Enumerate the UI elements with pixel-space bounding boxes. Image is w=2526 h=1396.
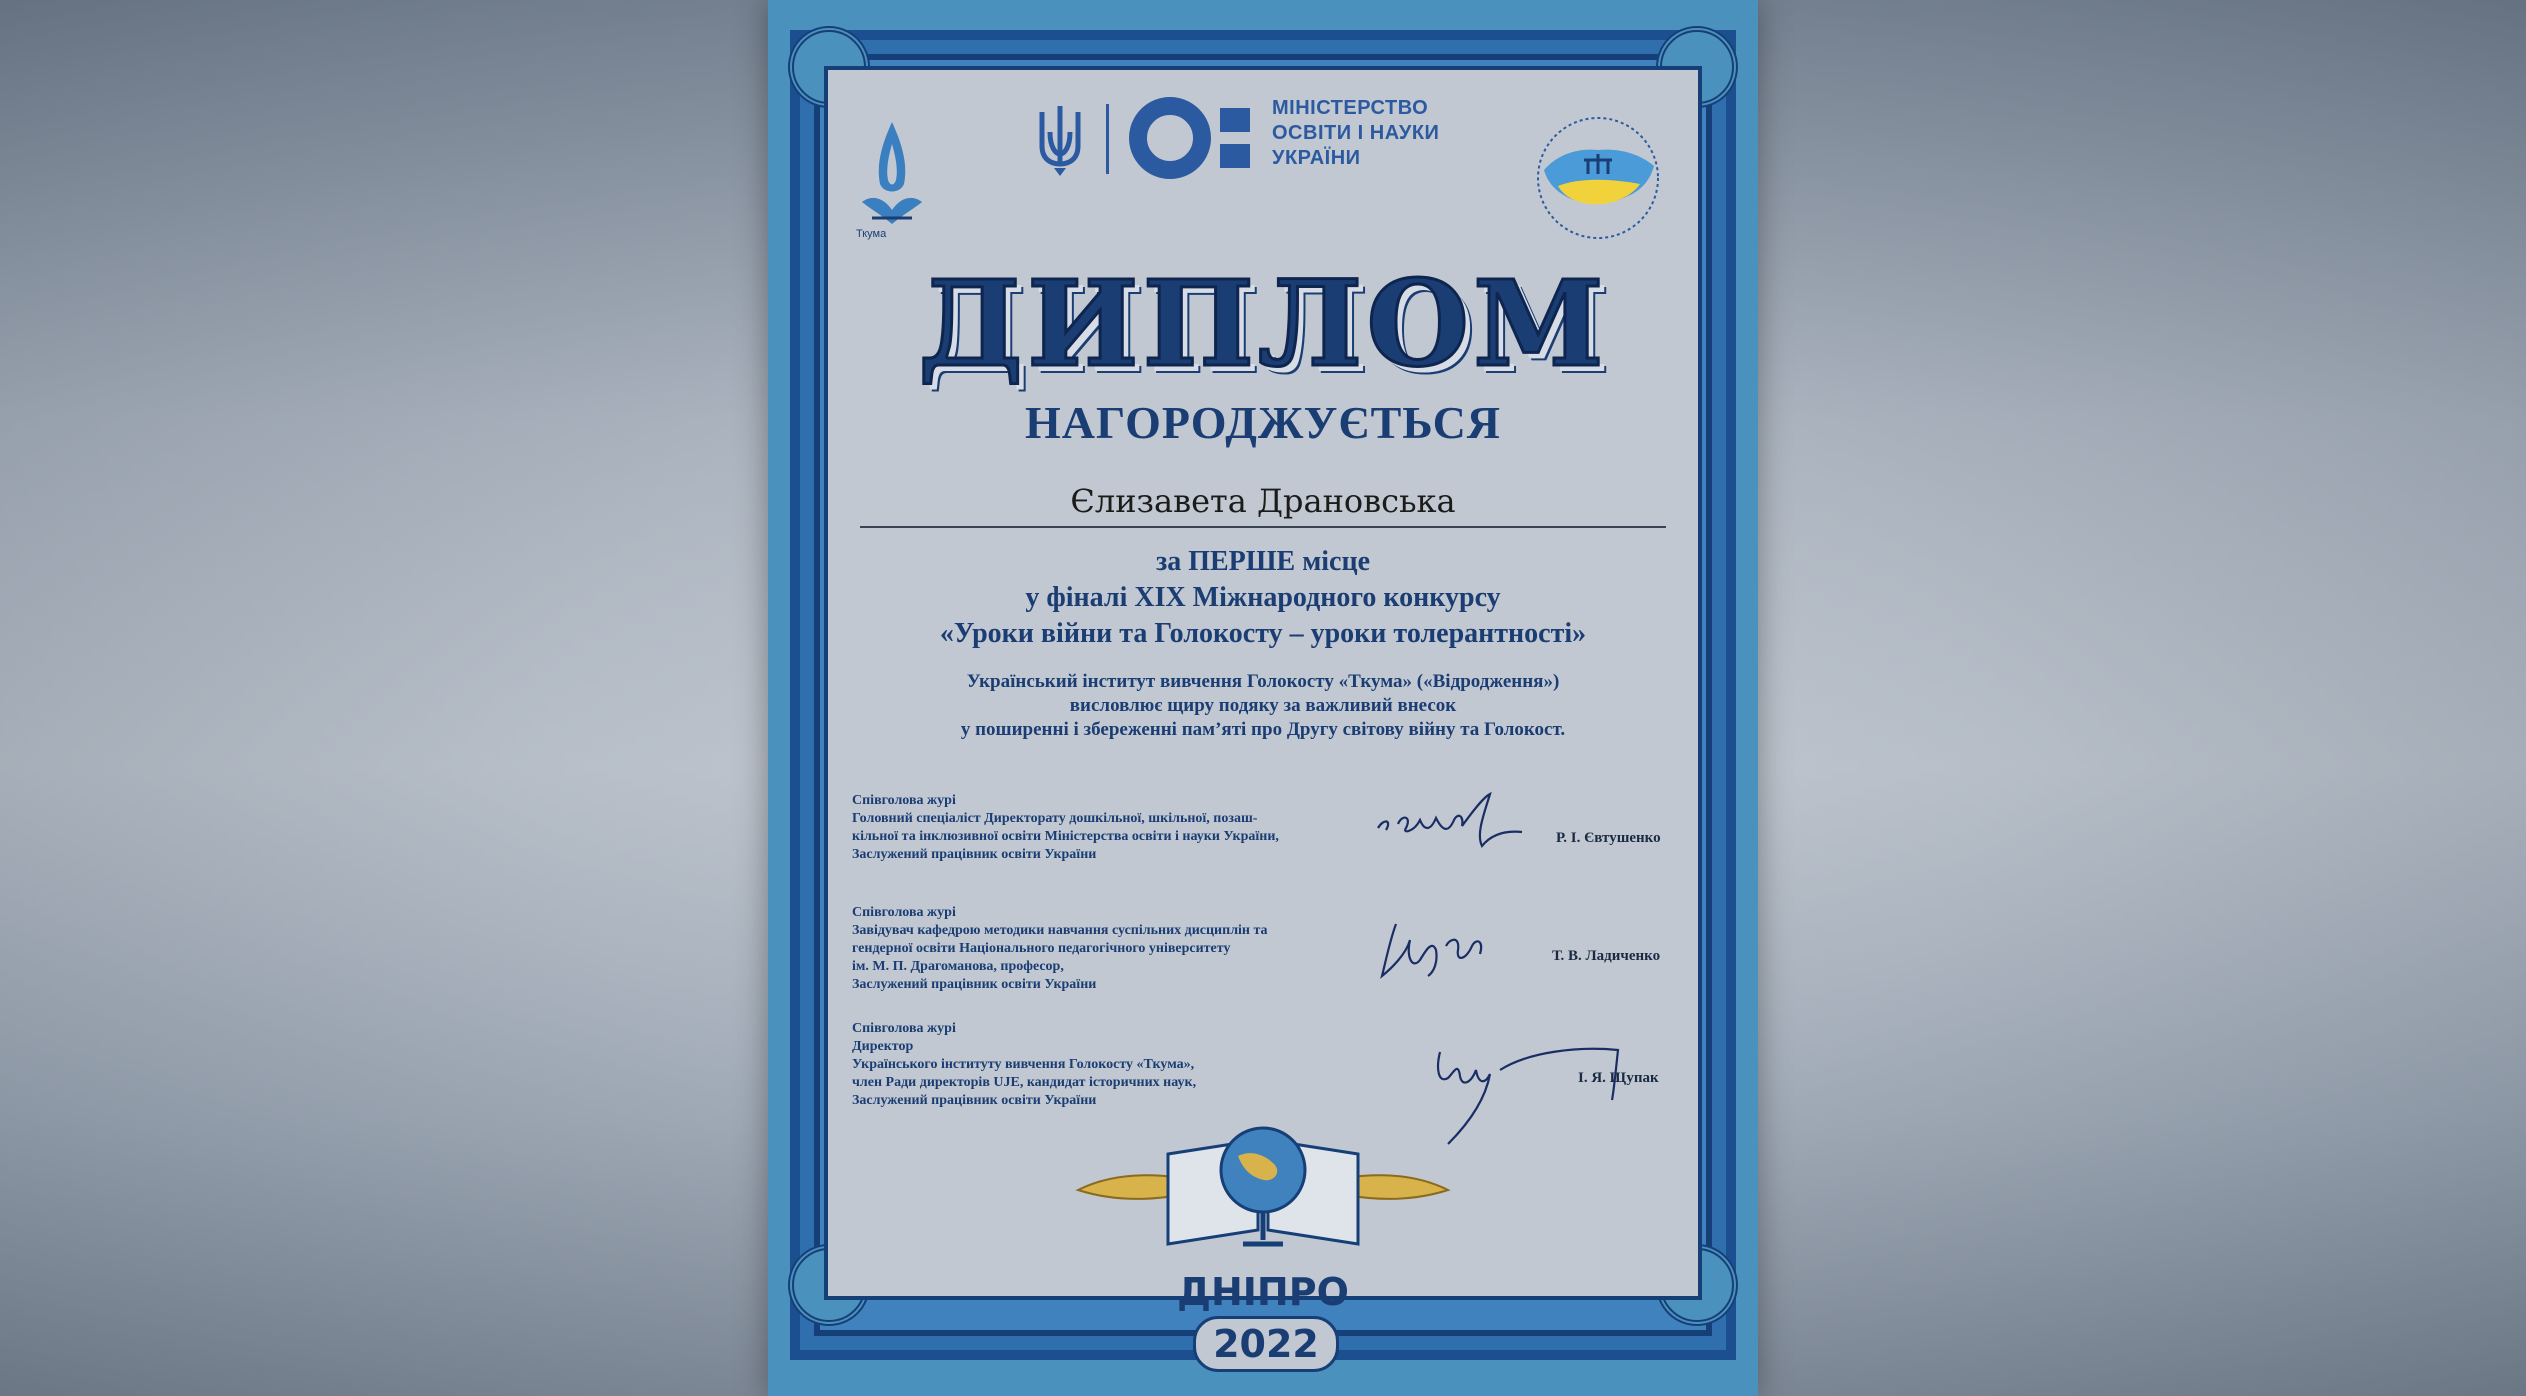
signature-3 <box>1428 1040 1628 1150</box>
signatory-3-name: І. Я. Щупак <box>1578 1070 1659 1086</box>
signatory-1-title: Співголова журі Головний спеціаліст Директорату дошкільної, шкільної, позаш- кільної та інклюзивної освіти Міністерства освіти і науки України, Заслужений працівник освіти України <box>852 793 1279 862</box>
ministry-name: МІНІСТЕРСТВО ОСВІТИ І НАУКИ УКРАЇНИ <box>1272 97 1440 169</box>
diploma-paper <box>824 66 1702 1300</box>
signatory-3-title: Співголова журі Директор Українського інституту вивчення Голокосту «Ткума», член Ради директорів UJE, кандидат історичних наук, Заслужений працівник освіти України <box>852 1021 1197 1108</box>
tkuma-label: Ткума <box>856 228 887 240</box>
signatory-2-name: Т. В. Ладиченко <box>1552 948 1661 964</box>
diploma <box>768 0 1758 1396</box>
signature-2 <box>1376 910 1536 990</box>
year-badge: 2022 <box>1193 1316 1339 1372</box>
mon-emblem-icon <box>1128 96 1258 180</box>
trident-icon <box>1034 102 1086 178</box>
globe-book-emblem <box>1068 1120 1458 1260</box>
gratitude-text: Український інститут вивчення Голокосту «Ткума» («Відродження») висловлює щиру подяку за важливий внесок у поширенні і збереженні пам’яті про Другу світову війну та Голокост. <box>960 671 1566 740</box>
signatory-2-title: Співголова журі Завідувач кафедрою методики навчання суспільних дисциплін та гендерної освіти Національного педагогічного університету ім. М. П. Драгоманова, професор, Заслужений працівник освіти України <box>852 905 1268 992</box>
logo-divider <box>1106 104 1109 174</box>
background-right <box>1758 0 2526 1396</box>
award-reason: за ПЕРШЕ місце у фіналі XIX Міжнародного конкурсу «Уроки війни та Голокосту – уроки толерантності» <box>939 546 1587 649</box>
background-left <box>0 0 768 1396</box>
city-label: ДНІПРО <box>1177 1270 1349 1314</box>
diploma-subtitle: НАГОРОДЖУЄТЬСЯ <box>1024 397 1502 448</box>
signature-1 <box>1372 790 1572 860</box>
tkuma-logo <box>852 114 932 244</box>
signatory-1-name: Р. І. Євтушенко <box>1556 830 1661 846</box>
ukraine-map-logo <box>1528 114 1668 242</box>
awardee-name: Єлизавета Драновська <box>860 482 1666 528</box>
diploma-title: ДИПЛОМ <box>918 254 1608 393</box>
